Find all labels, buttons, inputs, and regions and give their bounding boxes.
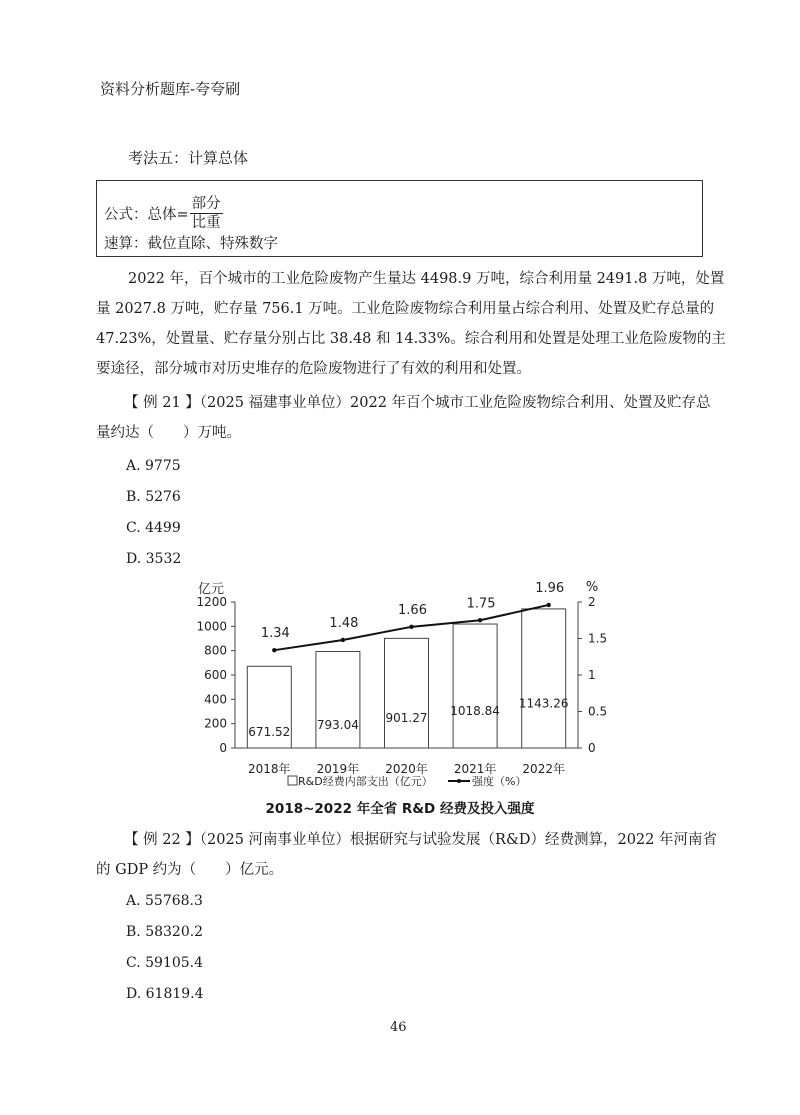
y-tick-label-left: 0 (219, 741, 227, 755)
section-title: 考法五：计算总体 (128, 149, 249, 167)
option-d[interactable]: D. 61819.4 (126, 986, 204, 1002)
y-tick-label-left: 1000 (196, 619, 227, 634)
bar-value-label: 901.27 (385, 711, 428, 726)
bar (522, 609, 566, 748)
passage (96, 264, 726, 384)
bar-value-label: 1018.84 (450, 704, 500, 719)
legend-bar-label: R&D经费内部支出（亿元） (298, 775, 433, 788)
bar-value-label: 671.52 (248, 725, 291, 740)
bar-value-label: 793.04 (316, 717, 359, 732)
y-tick-label-right: 1.5 (588, 631, 608, 646)
question-21 (96, 388, 711, 448)
legend-line-label: 强度（%） (472, 775, 527, 788)
y-tick-label-right: 1 (588, 668, 596, 682)
intensity-value-label: 1.34 (260, 626, 290, 642)
y-tick-label-right: 2 (588, 595, 596, 609)
x-tick-label: 2018年 (248, 762, 291, 776)
option-c[interactable]: C. 4499 (126, 520, 181, 536)
x-tick-label: 2019年 (316, 762, 360, 776)
page-number: 46 (390, 1020, 407, 1035)
passage-line: 要途径，部分城市对历史堆存的危险废物进行了有效的利用和处置。 (96, 361, 531, 377)
y-tick-label-left: 1200 (196, 595, 227, 609)
y-tick-label-left: 400 (204, 692, 227, 707)
intensity-point (478, 618, 482, 622)
y-tick-label-left: 600 (204, 668, 227, 682)
chart-title: 2018~2022 年全省 R&D 经费及投入强度 (265, 801, 535, 817)
legend-line-marker (457, 779, 461, 783)
formula-label: 公式：总体= (104, 207, 189, 223)
option-b[interactable]: B. 5276 (126, 489, 181, 505)
page-header: 资料分析题库-夸夸刷 (100, 80, 241, 98)
x-tick-label: 2021年 (453, 762, 497, 776)
rd-chart (190, 575, 630, 795)
option-c[interactable]: C. 59105.4 (126, 955, 204, 971)
intensity-point (272, 648, 276, 652)
formula-line (104, 195, 223, 232)
question-22 (96, 825, 717, 885)
intensity-point (409, 625, 413, 629)
bar (453, 624, 497, 748)
quick-calc-line: 速算：截位直除、特殊数字 (104, 236, 278, 252)
intensity-value-label: 1.66 (398, 602, 427, 618)
intensity-point (547, 603, 551, 607)
intensity-value-label: 1.96 (535, 580, 565, 596)
y-tick-label-left: 200 (204, 716, 227, 731)
passage-line: 量 2027.8 万吨，贮存量 756.1 万吨。工业危险废物综合利用量占综合利用、处置及贮存总量的 (96, 301, 715, 317)
question-stem: 的 GDP 约为（ ）亿元。 (96, 862, 284, 878)
y-axis-unit-left: 亿元 (198, 582, 225, 597)
intensity-point (341, 638, 345, 642)
legend-bar-swatch (288, 776, 297, 785)
question-stem: 【 例 21 】（2025 福建事业单位）2022 年百个城市工业危险废物综合利用、处置及贮存总 (124, 395, 711, 411)
formula-fraction (190, 195, 223, 232)
option-a[interactable]: A. 9775 (126, 458, 181, 474)
formula-denominator: 比重 (191, 215, 221, 231)
question-stem: 【 例 22 】（2025 河南事业单位）根据研究与试验发展（R&D）经费测算，2022 年河南省 (124, 832, 717, 848)
y-tick-label-right: 0 (588, 741, 596, 755)
question-stem: 量约达（ ）万吨。 (96, 425, 241, 441)
bar (316, 652, 360, 748)
y-axis-unit-right: % (585, 580, 599, 595)
y-tick-label-right: 0.5 (588, 704, 608, 719)
option-d[interactable]: D. 3532 (126, 551, 182, 567)
formula-numerator: 部分 (191, 196, 221, 212)
y-tick-label-left: 800 (204, 643, 227, 658)
passage-line: 47.23%，处置量、贮存量分别占比 38.48 和 14.33%。综合利用和处置是处理工业危险废物的主 (96, 331, 726, 347)
passage-line: 2022 年，百个城市的工业危险废物产生量达 4498.9 万吨，综合利用量 2491.8 万吨，处置 (128, 271, 725, 287)
option-a[interactable]: A. 55768.3 (126, 893, 203, 909)
bar (385, 638, 429, 748)
x-tick-label: 2020年 (385, 762, 428, 776)
intensity-value-label: 1.75 (466, 596, 496, 612)
bar-value-label: 1143.26 (518, 696, 569, 711)
intensity-value-label: 1.48 (329, 615, 359, 631)
x-tick-label: 2022年 (522, 762, 565, 776)
option-b[interactable]: B. 58320.2 (126, 924, 204, 940)
